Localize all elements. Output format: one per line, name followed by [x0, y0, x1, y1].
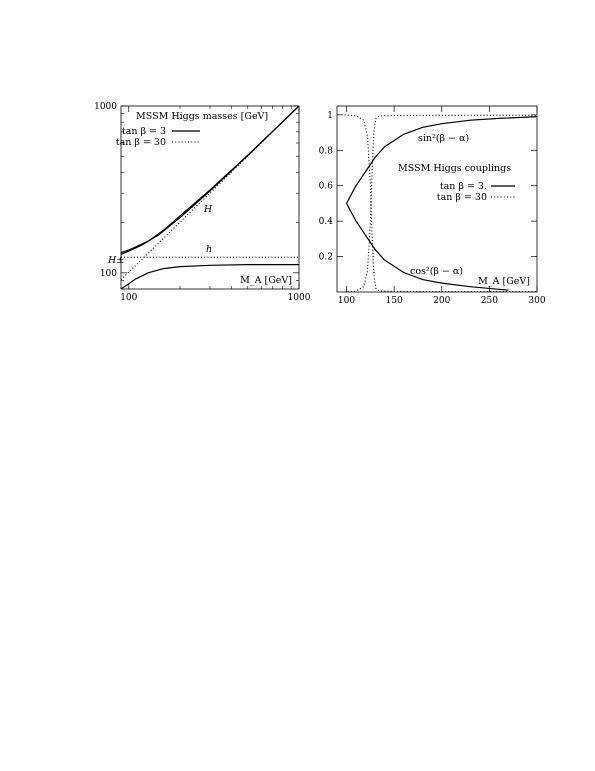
- x-tick-label: 100: [337, 296, 356, 306]
- annotation-cos2: cos²(β − α): [410, 266, 464, 277]
- y-tick-label: 100: [99, 268, 117, 279]
- x-axis-label: M_A [GeV]: [478, 276, 530, 287]
- y-tick-label: 1: [327, 110, 333, 121]
- x-tick-label: 150: [385, 296, 403, 306]
- x-tick-label: 1000: [287, 293, 311, 303]
- chart-title: MSSM Higgs couplings: [398, 163, 512, 174]
- higgs-masses-chart: [94, 102, 311, 303]
- x-tick-label: 250: [480, 296, 498, 306]
- annotation-Hpm: H±: [108, 255, 125, 266]
- y-tick-label: 0.6: [318, 181, 333, 192]
- chart-title: MSSM Higgs masses [GeV]: [136, 111, 269, 122]
- legend-label-solid: tan β = 3.: [439, 181, 487, 192]
- higgs-couplings-chart: [319, 106, 546, 306]
- x-tick-label: 200: [433, 296, 451, 306]
- y-tick-label: 1000: [94, 102, 117, 112]
- legend-label-dotted: tan β = 30: [436, 192, 487, 203]
- y-tick-label: 0.8: [318, 146, 333, 157]
- y-tick-label: 0.4: [318, 217, 333, 228]
- annotation-H: H: [203, 204, 213, 215]
- x-tick-label: 100: [120, 293, 138, 303]
- annotation-h: h: [205, 244, 213, 255]
- y-tick-label: 0.2: [318, 252, 333, 263]
- legend-label-dotted: tan β = 30: [115, 137, 166, 148]
- legend-label-solid: tan β = 3: [121, 126, 166, 137]
- annotation-sin2: sin²(β − α): [418, 133, 470, 144]
- x-axis-label: M_A [GeV]: [240, 275, 292, 286]
- x-tick-label: 300: [528, 296, 546, 306]
